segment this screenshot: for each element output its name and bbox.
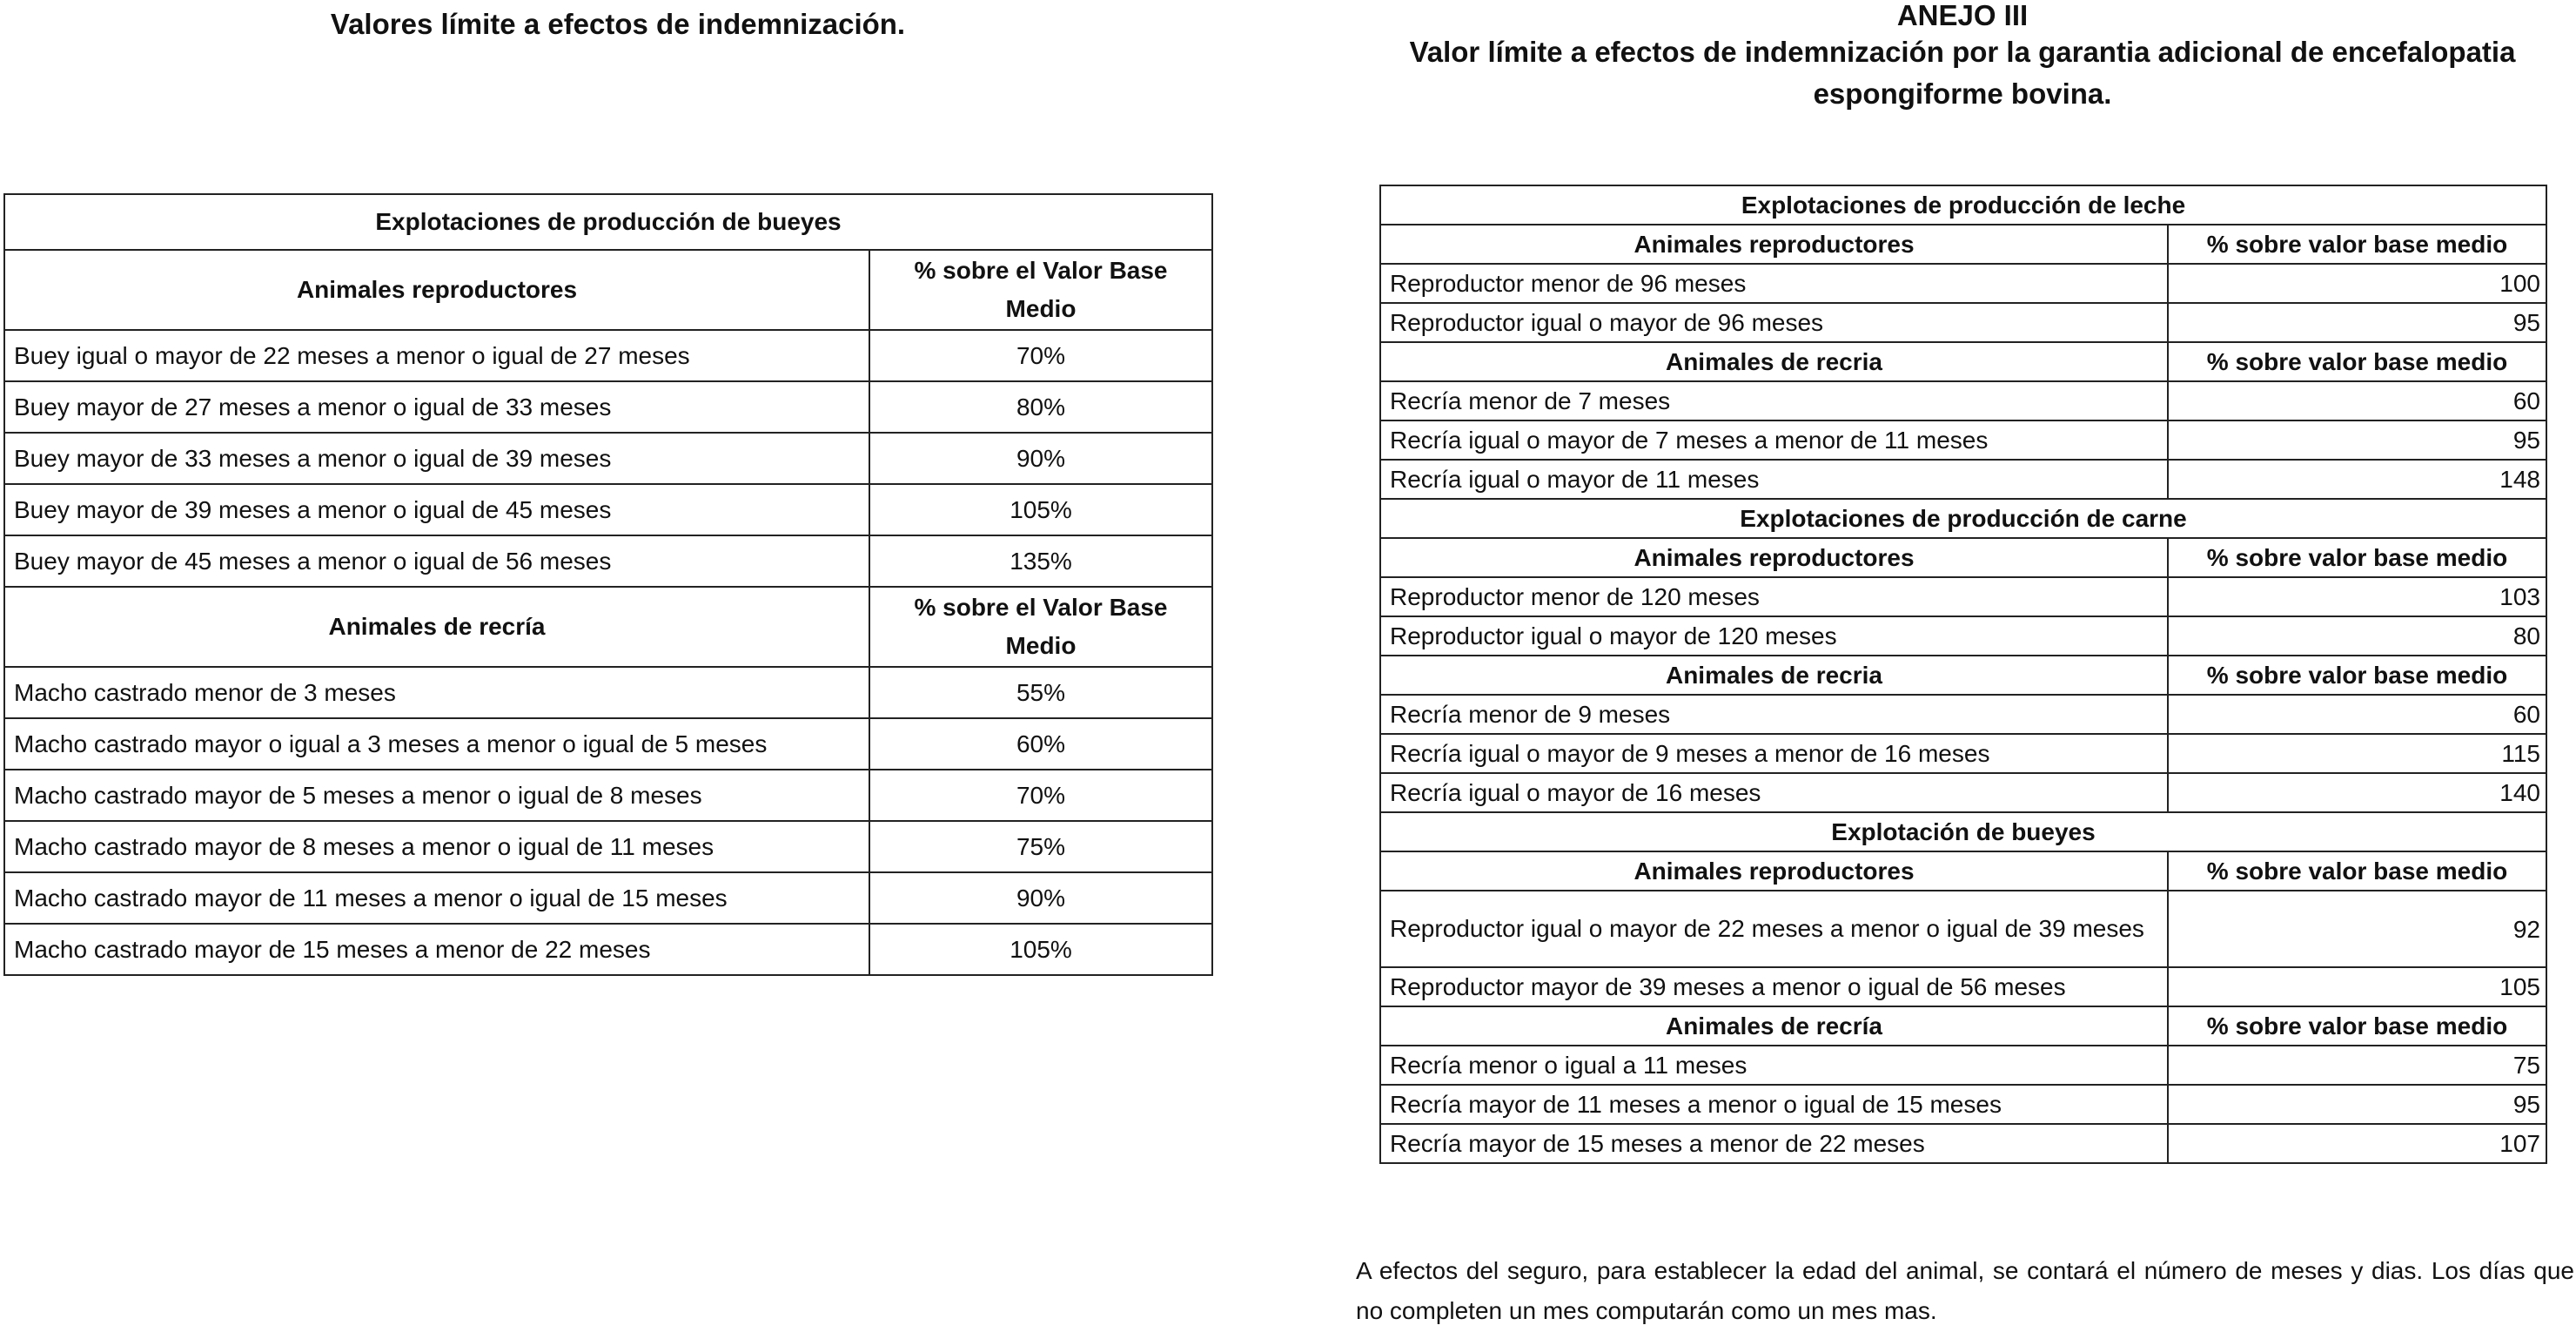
row-value: 60% <box>869 718 1212 770</box>
pct-header: % sobre valor base medio <box>2168 851 2546 891</box>
table-row <box>1380 1124 2546 1163</box>
table-row <box>1380 1046 2546 1085</box>
row-value: 90% <box>869 872 1212 924</box>
row-label: Recría igual o mayor de 9 meses a menor de 16 meses <box>1380 734 2168 773</box>
row-value: 105% <box>869 924 1212 975</box>
row-label: Recría menor de 7 meses <box>1380 381 2168 420</box>
row-label: Macho castrado mayor de 11 meses a menor o igual de 15 meses <box>4 872 869 924</box>
pct-header: % sobre valor base medio <box>2168 538 2546 577</box>
table-row <box>4 433 1212 484</box>
row-value: 105% <box>869 484 1212 535</box>
row-label: Reproductor mayor de 39 meses a menor o igual de 56 meses <box>1380 967 2168 1006</box>
table-row <box>1380 1085 2546 1124</box>
right-title-line1: Valor límite a efectos de indemnización por la garantia adicional de encefalopatia <box>1409 36 2516 68</box>
row-value: 140 <box>2168 773 2546 812</box>
table-row <box>1380 460 2546 499</box>
row-label: Buey mayor de 45 meses a menor o igual de 56 meses <box>4 535 869 587</box>
pct-header: % sobre valor base medio <box>2168 225 2546 264</box>
row-label: Recría mayor de 11 meses a menor o igual de 15 meses <box>1380 1085 2168 1124</box>
note-paragraph: A efectos del seguro, para establecer la edad del animal, se contará el número de meses y dias. Los días que no completen un mes computarán como un mes mas. <box>1356 1257 2574 1324</box>
pct-header: % sobre valor base medio <box>2168 656 2546 695</box>
row-label: Macho castrado mayor de 15 meses a menor de 22 meses <box>4 924 869 975</box>
row-label: Recría igual o mayor de 16 meses <box>1380 773 2168 812</box>
left-title: Valores límite a efectos de indemnización. <box>330 8 906 40</box>
table-row <box>4 924 1212 975</box>
section-header: Animales reproductores <box>1380 225 2168 264</box>
row-label: Reproductor menor de 96 meses <box>1380 264 2168 303</box>
table-row <box>1380 891 2546 967</box>
pct-header: % sobre valor base medio <box>2168 342 2546 381</box>
row-value: 90% <box>869 433 1212 484</box>
row-value: 80 <box>2168 616 2546 656</box>
row-label: Recría menor o igual a 11 meses <box>1380 1046 2168 1085</box>
row-value: 80% <box>869 381 1212 433</box>
table-row <box>1380 967 2546 1006</box>
row-label: Macho castrado mayor de 5 meses a menor o igual de 8 meses <box>4 770 869 821</box>
row-value: 75 <box>2168 1046 2546 1085</box>
table-row <box>1380 773 2546 812</box>
row-label: Recría igual o mayor de 7 meses a menor de 11 meses <box>1380 420 2168 460</box>
row-label: Reproductor menor de 120 meses <box>1380 577 2168 616</box>
row-value: 115 <box>2168 734 2546 773</box>
right-heading <box>1349 0 2576 115</box>
table-row <box>1380 695 2546 734</box>
table-row <box>4 667 1212 718</box>
row-value: 75% <box>869 821 1212 872</box>
row-label: Recría menor de 9 meses <box>1380 695 2168 734</box>
row-value: 55% <box>869 667 1212 718</box>
table-row <box>4 872 1212 924</box>
left-section2-pct-header: % sobre el Valor Base Medio <box>869 587 1212 667</box>
row-value: 70% <box>869 770 1212 821</box>
group-title: Explotación de bueyes <box>1380 812 2546 851</box>
table-row <box>4 821 1212 872</box>
row-value: 135% <box>869 535 1212 587</box>
row-value: 92 <box>2168 891 2546 967</box>
section-header: Animales reproductores <box>1380 538 2168 577</box>
left-section1-header: Animales reproductores <box>4 250 869 330</box>
row-value: 95 <box>2168 1085 2546 1124</box>
row-value: 60 <box>2168 381 2546 420</box>
row-label: Buey mayor de 27 meses a menor o igual de 33 meses <box>4 381 869 433</box>
row-label: Buey igual o mayor de 22 meses a menor o igual de 27 meses <box>4 330 869 381</box>
section-header: Animales de recría <box>1380 1006 2168 1046</box>
left-section2-header: Animales de recría <box>4 587 869 667</box>
row-label: Macho castrado mayor o igual a 3 meses a menor o igual de 5 meses <box>4 718 869 770</box>
table-row <box>1380 264 2546 303</box>
row-label: Recría igual o mayor de 11 meses <box>1380 460 2168 499</box>
row-value: 70% <box>869 330 1212 381</box>
anejo-label: ANEJO III <box>1896 0 2029 31</box>
section-header: Animales reproductores <box>1380 851 2168 891</box>
row-value: 95 <box>2168 420 2546 460</box>
row-label: Reproductor igual o mayor de 96 meses <box>1380 303 2168 342</box>
table-row <box>1380 616 2546 656</box>
pct-header: % sobre valor base medio <box>2168 1006 2546 1046</box>
left-table-title: Explotaciones de producción de bueyes <box>4 194 1212 250</box>
row-label: Reproductor igual o mayor de 120 meses <box>1380 616 2168 656</box>
section-header: Animales de recria <box>1380 342 2168 381</box>
row-label: Reproductor igual o mayor de 22 meses a menor o igual de 39 meses <box>1380 891 2168 967</box>
right-title-line2: espongiforme bovina. <box>1813 77 2112 110</box>
row-value: 105 <box>2168 967 2546 1006</box>
section-header: Animales de recria <box>1380 656 2168 695</box>
row-value: 95 <box>2168 303 2546 342</box>
table-row <box>4 770 1212 821</box>
right-table <box>1379 185 2547 1164</box>
group-title: Explotaciones de producción de leche <box>1380 185 2546 225</box>
row-value: 60 <box>2168 695 2546 734</box>
left-table <box>3 193 1213 976</box>
table-row <box>1380 734 2546 773</box>
row-label: Buey mayor de 39 meses a menor o igual de 45 meses <box>4 484 869 535</box>
table-row <box>4 484 1212 535</box>
table-row <box>1380 577 2546 616</box>
row-label: Macho castrado mayor de 8 meses a menor o igual de 11 meses <box>4 821 869 872</box>
row-value: 107 <box>2168 1124 2546 1163</box>
row-label: Buey mayor de 33 meses a menor o igual de 39 meses <box>4 433 869 484</box>
table-row <box>1380 303 2546 342</box>
table-row <box>4 535 1212 587</box>
row-value: 100 <box>2168 264 2546 303</box>
table-row <box>1380 420 2546 460</box>
row-value: 148 <box>2168 460 2546 499</box>
left-section1-pct-header: % sobre el Valor Base Medio <box>869 250 1212 330</box>
row-value: 103 <box>2168 577 2546 616</box>
table-row <box>1380 381 2546 420</box>
table-row <box>4 330 1212 381</box>
table-row <box>4 718 1212 770</box>
row-label: Macho castrado menor de 3 meses <box>4 667 869 718</box>
group-title: Explotaciones de producción de carne <box>1380 499 2546 538</box>
row-label: Recría mayor de 15 meses a menor de 22 meses <box>1380 1124 2168 1163</box>
table-row <box>4 381 1212 433</box>
